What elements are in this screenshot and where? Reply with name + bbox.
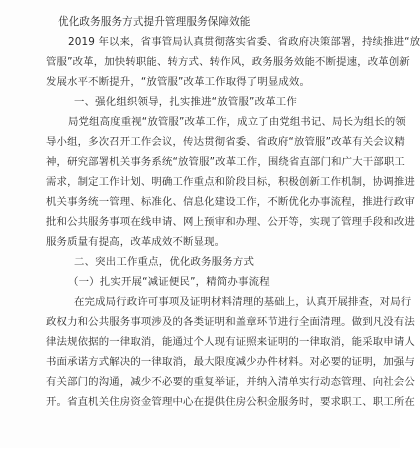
- paragraph-line: 需求，制定工作计划、明确工作重点和阶段目标，积极创新工作机制，协调推进: [46, 176, 415, 188]
- document-title: 优化政务服务方式提升管理服务保障效能: [58, 16, 251, 28]
- paragraph-line: [46, 432, 374, 452]
- section-heading: 二、突出工作重点，优化政务服务方式: [74, 256, 255, 268]
- paragraph-line: 管服”改革，加快转职能、转方式、转作风，政务服务效能不断提速，改革创新: [46, 56, 410, 68]
- document-body: [46, 12, 420, 452]
- paragraph-line: 律法规依据的一律取消，能通过个人现有证照来证明的一律取消，能采取申请人: [46, 336, 415, 348]
- paragraph-line: 导小组，多次召开工作会议，传达贯彻省委、省政府“放管服”改革有关会议精: [46, 136, 405, 148]
- paragraph-line: 批和公共服务事项在线申请、网上预审和办理、公开等，实现了管理手段和改进: [46, 216, 415, 228]
- paragraph-line: 局党组高度重视“放管服”改革工作，成立了由党组书记、局长为组长的领: [68, 116, 406, 128]
- paragraph-line: 2019 年以来，省事管局认真贯彻落实省委、省政府决策部署，持续推进“放: [68, 36, 420, 48]
- paragraph-line: 神，研究部署机关事务系统“放管服”改革工作，围绕省直部门和广大干部职工: [46, 156, 405, 168]
- paragraph-line: 在完成局行政许可事项及证明材料清理的基础上，认真开展排查，对局行: [74, 296, 412, 308]
- paragraph-line: 服务质量有提高，改革成效不断显现。: [46, 236, 226, 248]
- paragraph-line: [46, 412, 374, 432]
- subsection-heading: （一）扎实开展“减证便民”，精简办事流程: [68, 276, 270, 288]
- paragraph-line: 机关事务统一管理、标准化、信息化建设工作，不断优化办事流程，推进行政审: [46, 196, 415, 208]
- paragraph-line: 书面承诺方式解决的一律取消，最大限度减少办件材料。对必要的证明，加强与: [46, 356, 415, 368]
- paragraph-line: 开。省直机关住房资金管理中心在提供住房公积金服务时，要求职工、职工所在: [46, 396, 415, 408]
- section-heading: 一、强化组织领导，扎实推进“放管服”改革工作: [74, 96, 297, 108]
- paragraph-line: 发展水平不断提升，“放管服”改革工作取得了明显成效。: [46, 76, 311, 88]
- paragraph-line: 有关部门的沟通，减少不必要的重复举证，并纳入清单实行动态管理、向社会公: [46, 376, 415, 388]
- paragraph-line: 政权力和公共服务事项涉及的各类证明和盖章环节进行全面清理。做到凡没有法: [46, 316, 415, 328]
